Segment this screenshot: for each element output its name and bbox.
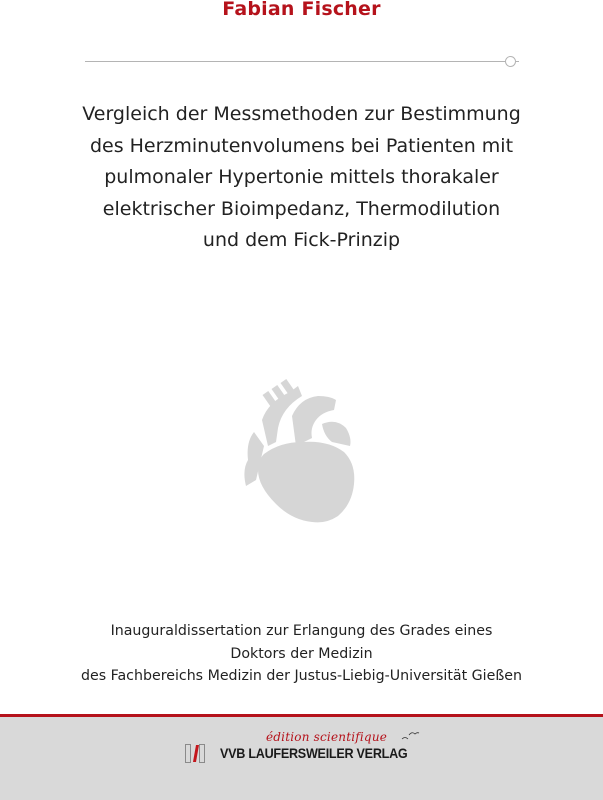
publisher-name: VVB LAUFERSWEILER VERLAG xyxy=(220,745,408,761)
rule-circle-ornament xyxy=(505,56,516,67)
decorative-rule xyxy=(85,61,506,62)
publisher-tagline: édition scientifique xyxy=(266,730,388,744)
title-line: elektrischer Bioimpedanz, Thermodilution xyxy=(102,197,501,220)
title-line: pulmonaler Hypertonie mittels thorakaler xyxy=(104,166,499,188)
dissertation-line: Inauguraldissertation zur Erlangung des Grades eines xyxy=(110,623,493,639)
dissertation-note xyxy=(0,620,603,688)
author-name: Fabian Fischer xyxy=(222,0,381,20)
title-line: und dem Fick-Prinzip xyxy=(202,229,401,251)
birds-icon xyxy=(400,730,420,744)
book-title xyxy=(0,99,603,257)
rule-tail xyxy=(516,61,519,62)
title-line: des Herzminutenvolumens bei Patienten mit xyxy=(89,134,514,157)
dissertation-line: des Fachbereichs Medizin der Justus-Liebig-Universität Gießen xyxy=(80,668,523,684)
heart-icon xyxy=(240,376,364,524)
publisher-mark-icon xyxy=(185,744,205,763)
publisher-logo xyxy=(182,730,422,770)
dissertation-line: Doktors der Medizin xyxy=(230,645,373,662)
title-line: Vergleich der Messmethoden zur Bestimmung xyxy=(82,103,521,125)
